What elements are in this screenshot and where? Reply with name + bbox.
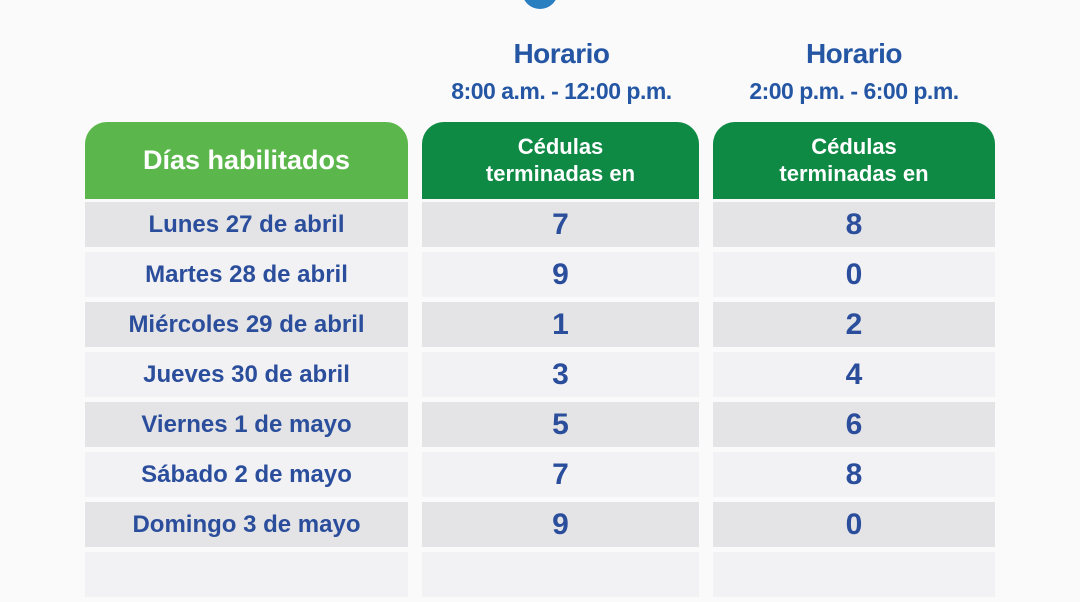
day-cell: Miércoles 29 de abril <box>85 302 408 347</box>
afternoon-schedule-header <box>713 38 995 105</box>
cedulas-header-line1: Cédulas <box>811 134 897 160</box>
schedule-table <box>85 122 995 602</box>
day-cell-partial <box>85 552 408 597</box>
day-cell: Viernes 1 de mayo <box>85 402 408 447</box>
morning-value-cell: 7 <box>422 202 699 247</box>
day-cell: Lunes 27 de abril <box>85 202 408 247</box>
partial-logo-circle-icon <box>522 0 558 9</box>
morning-value-cell: 5 <box>422 402 699 447</box>
day-cell: Sábado 2 de mayo <box>85 452 408 497</box>
morning-time-range: 8:00 a.m. - 12:00 p.m. <box>451 78 672 104</box>
afternoon-value-cell: 4 <box>713 352 995 397</box>
morning-value-cell: 9 <box>422 502 699 547</box>
afternoon-value-cell: 2 <box>713 302 995 347</box>
day-cell: Domingo 3 de mayo <box>85 502 408 547</box>
afternoon-value-cell: 0 <box>713 252 995 297</box>
day-cell: Martes 28 de abril <box>85 252 408 297</box>
morning-value-cell: 9 <box>422 252 699 297</box>
afternoon-schedule-title: Horario <box>805 38 903 69</box>
cedulas-header-line2: terminadas en <box>485 160 636 186</box>
days-column-header <box>85 122 408 199</box>
afternoon-values-header <box>713 122 995 199</box>
afternoon-value-cell: 6 <box>713 402 995 447</box>
cedulas-header-line1: Cédulas <box>517 134 604 160</box>
morning-values-column <box>422 122 699 602</box>
cedulas-header-line2: terminadas en <box>779 160 929 186</box>
morning-schedule-title: Horario <box>513 38 610 69</box>
morning-value-cell: 3 <box>422 352 699 397</box>
afternoon-time-range: 2:00 p.m. - 6:00 p.m. <box>749 78 959 104</box>
morning-values-header <box>422 122 699 199</box>
afternoon-value-cell-partial <box>713 552 995 597</box>
morning-value-cell: 1 <box>422 302 699 347</box>
afternoon-value-cell: 0 <box>713 502 995 547</box>
day-cell: Jueves 30 de abril <box>85 352 408 397</box>
days-column <box>85 122 408 602</box>
afternoon-values-column <box>713 122 995 602</box>
morning-schedule-header <box>423 38 700 105</box>
morning-value-cell-partial <box>422 552 699 597</box>
days-header-label: Días habilitados <box>142 145 351 175</box>
afternoon-value-cell: 8 <box>713 202 995 247</box>
morning-value-cell: 7 <box>422 452 699 497</box>
afternoon-value-cell: 8 <box>713 452 995 497</box>
